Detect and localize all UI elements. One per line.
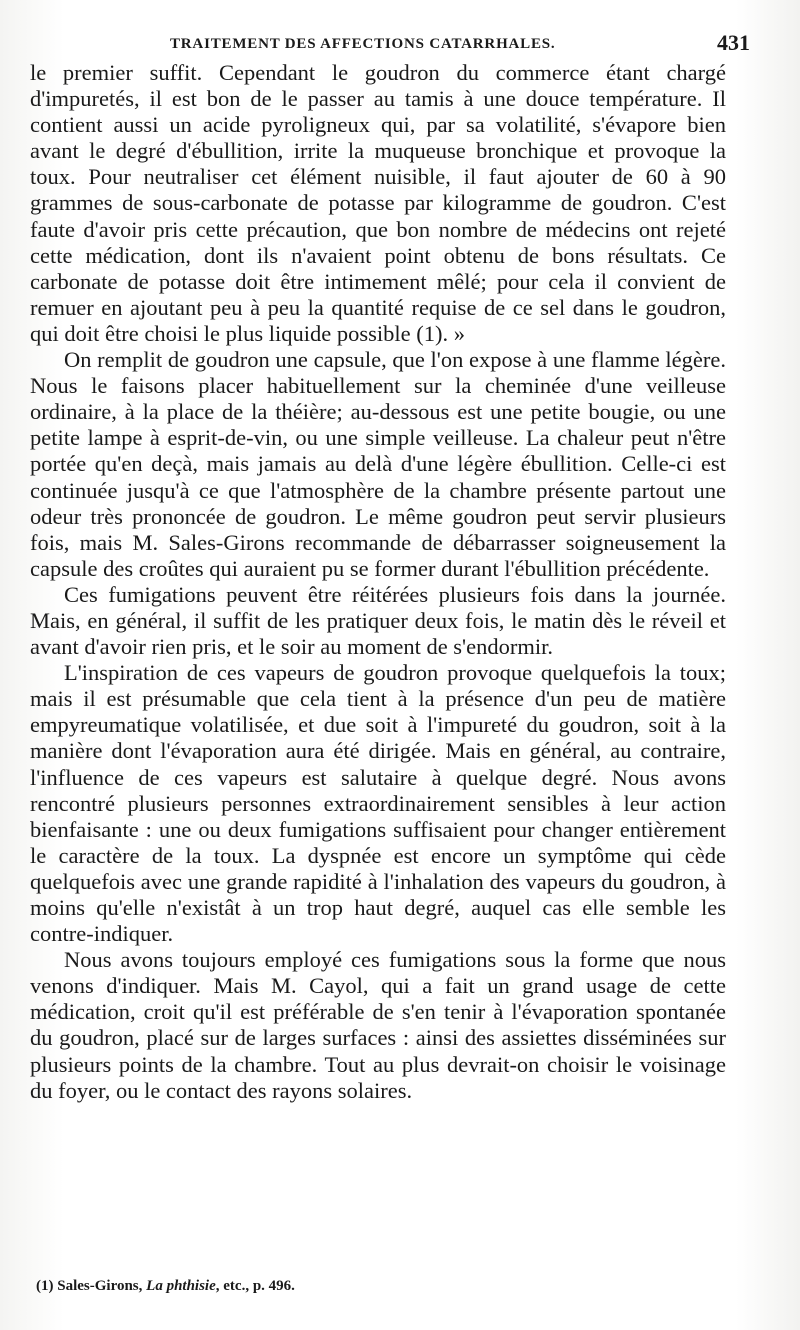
page-header [30,30,750,60]
paragraph-3: Ces fumigations peuvent être réitérées plusieurs fois dans la journée. Mais, en général, il suffit de les pratiquer deux fois, le matin dès le réveil et avant d'avoir rien pris, et le soir au moment de s'endormir. [30,581,726,660]
paragraph-4: L'inspiration de ces vapeurs de goudron provoque quelquefois la toux; mais il est présumable que cela tient à la présence d'un peu de matière empyreumatique volatilisée, et due soit à l'impureté du goudron, soit à la manière dont l'évaporation aura été dirigée. Mais en général, au contraire, l'influence de ces vapeurs est salutaire à quelque degré. Nous avons rencontré plusieurs personnes extraordinairement sensibles à leur action bienfaisante : une ou deux fumigations suffisaient pour changer entièrement le caractère de la toux. La dyspnée est encore un symptôme qui cède quelquefois avec une grande rapidité à l'inhalation des vapeurs du goudron, à moins qu'elle n'existât à un trop haut degré, auquel cas elle semble les contre-indiquer. [30,660,726,947]
footnote-title: La phthisie [146,1278,216,1294]
running-head: TRAITEMENT DES AFFECTIONS CATARRHALES. [170,36,556,52]
footnote-marker: (1) Sales-Girons, [36,1278,143,1294]
page-number: 431 [717,30,750,55]
paragraph-2: On remplit de goudron une capsule, que l'on expose à une flamme légère. Nous le faisons placer habituellement sur la cheminée d'une veilleuse ordinaire, à la place de la théière; au-dessous est une petite bougie, ou une petite lampe à esprit-de-vin, ou une simple veilleuse. La chaleur peut n'être portée qu'en deçà, mais jamais au delà d'une légère ébullition. Celle-ci est continuée jusqu'à ce que l'atmosphère de la chambre présente partout une odeur très prononcée de goudron. Le même goudron peut servir plusieurs fois, mais M. Sales-Girons recommande de débarrasser soigneusement la capsule des croûtes qui auraient pu se former durant l'ébullition précédente. [30,347,726,581]
paragraph-1: le premier suffit. Cependant le goudron du commerce étant chargé d'impuretés, il est bon de le passer au tamis à une douce température. Il contient aussi un acide pyroligneux qui, par sa volatilité, s'évapore bien avant le degré d'ébullition, irrite la muqueuse bronchique et provoque la toux. Pour neutraliser cet élément nuisible, il faut ajouter de 60 à 90 grammes de sous-carbonate de potasse par kilogramme de goudron. C'est faute d'avoir pris cette précaution, que bon nombre de médecins ont rejeté cette médication, dont ils n'avaient point obtenu de bons résultats. Ce carbonate de potasse doit être intimement mêlé; pour cela il convient de remuer en ajoutant peu à peu la quantité requise de ce sel dans le goudron, qui doit être choisi le plus liquide possible (1). » [30,60,726,346]
body-text [30,60,726,1104]
paragraph-5: Nous avons toujours employé ces fumigations sous la forme que nous venons d'indiquer. Mais M. Cayol, qui a fait un grand usage de cette médication, croit qu'il est préférable de s'en tenir à l'évaporation spontanée du goudron, placé sur de larges surfaces : ainsi des assiettes disséminées sur plusieurs points de la chambre. Tout au plus devrait-on choisir le voisinage du foyer, ou le contact des rayons solaires. [30,947,726,1103]
footnote [36,1278,295,1295]
footnote-rest: , etc., p. 496. [215,1278,295,1294]
